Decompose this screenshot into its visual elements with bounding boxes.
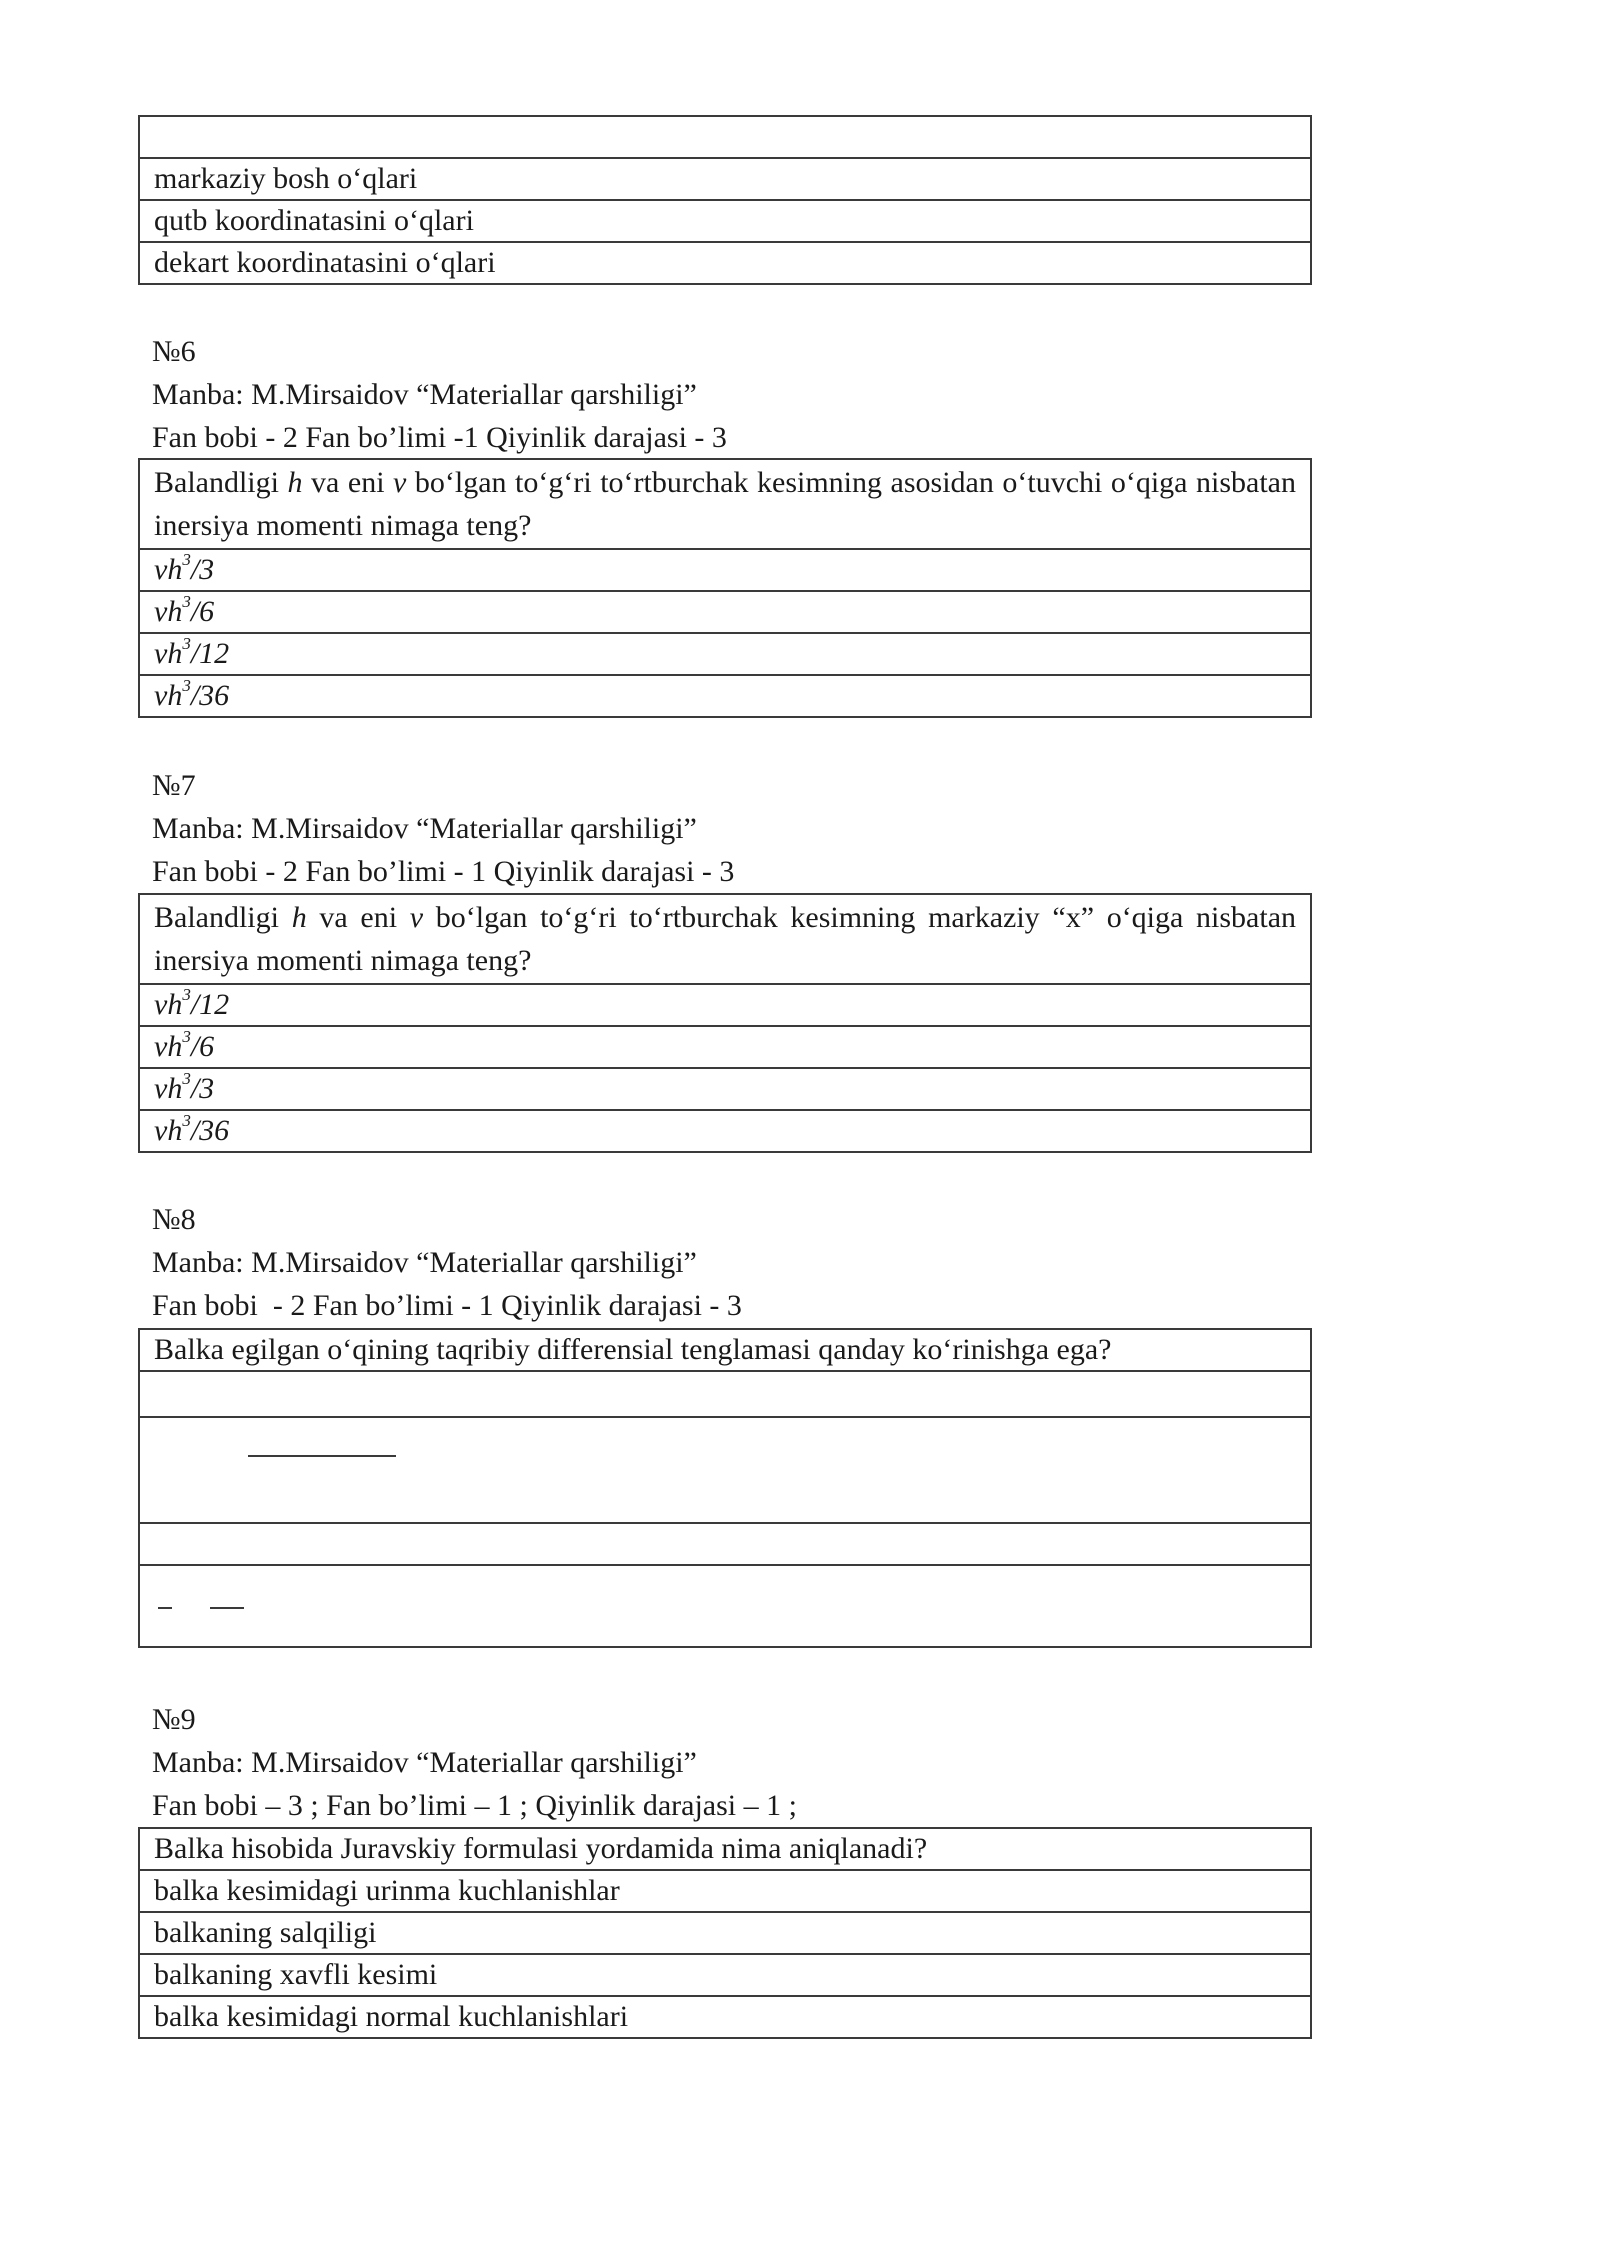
fraction-line xyxy=(210,1607,244,1609)
question-number: №6 xyxy=(152,335,196,368)
variable-h: h xyxy=(287,466,303,499)
table-row xyxy=(139,1954,1311,1996)
table-row xyxy=(139,116,1311,158)
question-source: Manba: M.Mirsaidov “Materiallar qarshiligi” xyxy=(152,1746,697,1779)
table-row xyxy=(139,1110,1311,1152)
question-meta: Fan bobi - 2 Fan bo’limi - 1 Qiyinlik darajasi - 3 xyxy=(152,1289,742,1322)
answer-cell xyxy=(139,1068,1311,1110)
formula-denominator: /6 xyxy=(190,595,215,628)
answer-cell: balkaning xavfli kesimi xyxy=(139,1954,1311,1996)
question-text: Balka egilgan o‘qining taqribiy differensial tenglamasi qanday ko‘rinishga ega? xyxy=(139,1329,1311,1371)
answer-cell-formula xyxy=(139,1565,1311,1647)
table-row xyxy=(139,1565,1311,1647)
answer-cell xyxy=(139,591,1311,633)
answer-cell: balkaning salqiligi xyxy=(139,1912,1311,1954)
text-span: Balandligi xyxy=(154,466,288,499)
table-row xyxy=(139,633,1311,675)
table-row xyxy=(139,1996,1311,2038)
table-row xyxy=(139,1417,1311,1523)
formula-base: vh xyxy=(154,553,183,586)
table-row xyxy=(139,1523,1311,1565)
question-header-7 xyxy=(152,764,734,893)
formula-denominator: /36 xyxy=(190,679,230,712)
table-row xyxy=(139,549,1311,591)
answer-cell: qutb koordinatasini o‘qlari xyxy=(139,200,1311,242)
table-row xyxy=(139,984,1311,1026)
formula-denominator: /12 xyxy=(190,988,230,1021)
answer-cell xyxy=(139,1026,1311,1068)
question-source: Manba: M.Mirsaidov “Materiallar qarshiligi” xyxy=(152,1246,697,1279)
formula-exponent: 3 xyxy=(182,592,191,611)
table-row xyxy=(139,675,1311,717)
question-table-6 xyxy=(138,458,1312,718)
table-row xyxy=(139,1828,1311,1870)
table-row xyxy=(139,1026,1311,1068)
question-text xyxy=(139,894,1311,984)
table-row xyxy=(139,459,1311,549)
text-span: Balandligi xyxy=(154,901,292,934)
formula-base: vh xyxy=(154,1072,183,1105)
formula-exponent: 3 xyxy=(182,634,191,653)
answer-cell xyxy=(139,549,1311,591)
variable-v: v xyxy=(409,901,424,934)
question-number: №9 xyxy=(152,1703,196,1736)
question-header-8 xyxy=(152,1198,742,1327)
formula-denominator: /3 xyxy=(190,1072,215,1105)
formula-exponent: 3 xyxy=(182,676,191,695)
question-meta: Fan bobi - 2 Fan bo’limi -1 Qiyinlik darajasi - 3 xyxy=(152,421,727,454)
table-row xyxy=(139,1371,1311,1417)
formula-base: vh xyxy=(154,1030,183,1063)
answer-cell xyxy=(139,633,1311,675)
answer-cell: balka kesimidagi normal kuchlanishlari xyxy=(139,1996,1311,2038)
answer-table-prev xyxy=(138,115,1312,285)
variable-h: h xyxy=(291,901,307,934)
question-source: Manba: M.Mirsaidov “Materiallar qarshiligi” xyxy=(152,812,697,845)
table-cell-empty xyxy=(139,116,1311,158)
answer-cell xyxy=(139,675,1311,717)
table-row xyxy=(139,200,1311,242)
question-text xyxy=(139,459,1311,549)
text-span: va eni xyxy=(302,466,394,499)
fraction-line xyxy=(248,1455,396,1457)
formula-base: vh xyxy=(154,637,183,670)
formula-dash xyxy=(158,1607,172,1609)
variable-v: v xyxy=(393,466,407,499)
formula-denominator: /12 xyxy=(190,637,230,670)
answer-cell-formula xyxy=(139,1523,1311,1565)
formula-denominator: /3 xyxy=(190,553,215,586)
formula-exponent: 3 xyxy=(182,1069,191,1088)
formula-base: vh xyxy=(154,988,183,1021)
answer-cell-formula xyxy=(139,1417,1311,1523)
question-source: Manba: M.Mirsaidov “Materiallar qarshiligi” xyxy=(152,378,697,411)
question-table-8 xyxy=(138,1328,1312,1648)
answer-cell xyxy=(139,1110,1311,1152)
question-header-9 xyxy=(152,1698,797,1827)
table-row xyxy=(139,1912,1311,1954)
question-number: №7 xyxy=(152,769,196,802)
table-row xyxy=(139,894,1311,984)
formula-exponent: 3 xyxy=(182,985,191,1004)
formula-exponent: 3 xyxy=(182,1027,191,1046)
formula-denominator: /6 xyxy=(190,1030,215,1063)
answer-cell: balka kesimidagi urinma kuchlanishlar xyxy=(139,1870,1311,1912)
question-meta: Fan bobi - 2 Fan bo’limi - 1 Qiyinlik darajasi - 3 xyxy=(152,855,735,888)
text-span: bo‘lgan to‘g‘ri to‘rtburchak kesimning asosidan o‘tuvchi o‘qiga nisbatan inersiya momenti nimaga teng? xyxy=(154,466,1296,542)
formula-base: vh xyxy=(154,679,183,712)
table-row xyxy=(139,242,1311,284)
question-meta: Fan bobi – 3 ; Fan bo’limi – 1 ; Qiyinlik darajasi – 1 ; xyxy=(152,1789,797,1822)
formula-exponent: 3 xyxy=(182,1111,191,1130)
answer-cell-formula xyxy=(139,1371,1311,1417)
text-span: bo‘lgan to‘g‘ri to‘rtburchak kesimning markaziy “x” o‘qiga nisbatan inersiya momenti nimaga teng? xyxy=(154,901,1297,977)
question-number: №8 xyxy=(152,1203,196,1236)
answer-cell: markaziy bosh o‘qlari xyxy=(139,158,1311,200)
table-row xyxy=(139,158,1311,200)
table-row xyxy=(139,1329,1311,1371)
table-row xyxy=(139,1068,1311,1110)
question-header-6 xyxy=(152,330,727,459)
question-text: Balka hisobida Juravskiy formulasi yordamida nima aniqlanadi? xyxy=(139,1828,1311,1870)
formula-base: vh xyxy=(154,1114,183,1147)
table-row xyxy=(139,591,1311,633)
formula-exponent: 3 xyxy=(182,550,191,569)
formula-denominator: /36 xyxy=(190,1114,230,1147)
formula-fraction-line-wrap xyxy=(154,1418,1296,1474)
answer-cell: dekart koordinatasini o‘qlari xyxy=(139,242,1311,284)
text-span: va eni xyxy=(306,901,410,934)
answer-cell xyxy=(139,984,1311,1026)
table-row xyxy=(139,1870,1311,1912)
formula-base: vh xyxy=(154,595,183,628)
question-table-9 xyxy=(138,1827,1312,2039)
question-table-7 xyxy=(138,893,1312,1153)
